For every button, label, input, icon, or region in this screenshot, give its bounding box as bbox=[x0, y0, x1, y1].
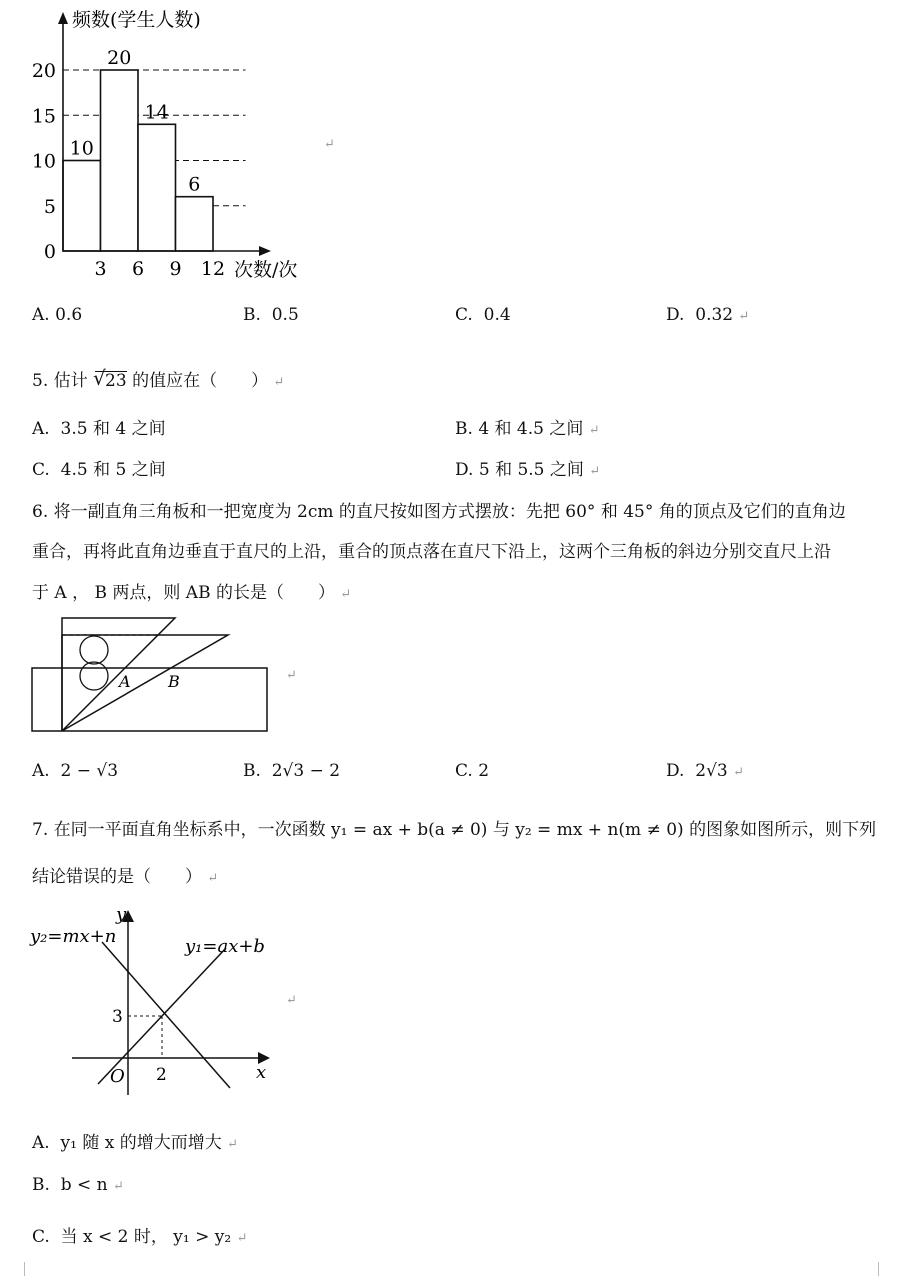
histogram-bar bbox=[176, 197, 214, 251]
ruler-triangles-figure bbox=[0, 610, 320, 740]
x-tick-label: 3 bbox=[94, 258, 107, 280]
x-axis-arrow bbox=[259, 246, 271, 256]
frequency-histogram bbox=[0, 0, 320, 290]
option-d[interactable]: D. 0.32 ↵ bbox=[666, 305, 750, 325]
ruler bbox=[32, 668, 267, 731]
q5-option-d[interactable]: D. 5 和 5.5 之间 ↵ bbox=[455, 460, 601, 480]
y2-label: y₂=mx+n bbox=[30, 926, 117, 947]
option-c[interactable]: C. 0.4 bbox=[455, 305, 511, 325]
y-axis-arrow bbox=[58, 12, 68, 24]
histogram-bar bbox=[138, 124, 176, 251]
crop-mark-left bbox=[10, 1262, 25, 1276]
x-axis-label: x bbox=[256, 1062, 267, 1083]
data-label: 14 bbox=[144, 101, 169, 124]
q6-option-c[interactable]: C. 2 bbox=[455, 761, 490, 781]
q5-option-b[interactable]: B. 4 和 4.5 之间 ↵ bbox=[455, 419, 600, 439]
linear-functions-figure bbox=[0, 900, 320, 1095]
question-6-line-3: 于 A ， B 两点，则 AB 的长是（ ） ↵ bbox=[32, 583, 352, 603]
point-b-label: B bbox=[168, 672, 180, 691]
q6-option-d[interactable]: D. 2√3 ↵ bbox=[666, 761, 745, 781]
x-mark-label: 2 bbox=[156, 1065, 167, 1085]
q5-option-c[interactable]: C. 4.5 和 5 之间 bbox=[32, 460, 166, 480]
hole-upper bbox=[80, 636, 108, 664]
y-tick-label: 0 bbox=[43, 241, 56, 263]
origin-label: O bbox=[110, 1066, 125, 1087]
option-a[interactable]: A. 0.6 bbox=[32, 305, 83, 325]
question-7-line-1: 7. 在同一平面直角坐标系中，一次函数 y₁ = ax + b(a ≠ 0) 与 y₂ = mx + n(m ≠ 0) 的图象如图所示，则下列 bbox=[32, 820, 877, 840]
question-7-line-2: 结论错误的是（ ） ↵ bbox=[32, 867, 219, 887]
y-mark-label: 3 bbox=[112, 1007, 123, 1027]
q7-option-a[interactable]: A. y₁ 随 x 的增大而增大 ↵ bbox=[32, 1133, 239, 1153]
point-a-label: A bbox=[119, 672, 131, 691]
x-tick-label: 12 bbox=[200, 258, 226, 280]
crop-mark-right bbox=[878, 1262, 893, 1276]
return-mark: ↵ bbox=[286, 668, 297, 683]
return-mark: ↵ bbox=[286, 993, 297, 1008]
q6-option-a[interactable]: A. 2 − √3 bbox=[32, 761, 119, 781]
q6-option-b[interactable]: B. 2√3 − 2 bbox=[243, 761, 341, 781]
return-mark: ↵ bbox=[324, 137, 335, 152]
y-tick-label: 15 bbox=[31, 105, 56, 128]
data-label: 6 bbox=[188, 173, 201, 196]
y-tick-label: 10 bbox=[31, 150, 56, 173]
x-tick-label: 9 bbox=[169, 258, 182, 280]
x-tick-label: 6 bbox=[131, 258, 145, 280]
y1-label: y₁=ax+b bbox=[185, 936, 265, 957]
q7-option-b[interactable]: B. b < n ↵ bbox=[32, 1175, 124, 1195]
y-axis-title: 频数(学生人数) bbox=[72, 9, 201, 31]
y-axis-label: y bbox=[116, 904, 127, 925]
q7-option-c[interactable]: C. 当 x < 2 时， y₁ > y₂ ↵ bbox=[32, 1227, 248, 1247]
histogram-bar bbox=[63, 161, 101, 252]
data-label: 20 bbox=[107, 47, 132, 69]
q5-option-a[interactable]: A. 3.5 和 4 之间 bbox=[32, 419, 166, 439]
histogram-bar bbox=[101, 70, 139, 251]
x-axis-title: 次数/次 bbox=[234, 259, 298, 281]
hole-lower bbox=[80, 662, 108, 690]
data-label: 10 bbox=[69, 137, 94, 160]
y-tick-label: 5 bbox=[43, 195, 56, 218]
question-6-line-2: 重合，再将此直角边垂直于直尺的上沿，重合的顶点落在直尺下沿上，这两个三角板的斜边分别交直尺上沿 bbox=[32, 542, 831, 562]
option-b[interactable]: B. 0.5 bbox=[243, 305, 299, 325]
question-5-stem: 5. 估计 √ 23 的值应在（ ） ↵ bbox=[32, 366, 285, 391]
question-6-line-1: 6. 将一副直角三角板和一把宽度为 2cm 的直尺按如图方式摆放：先把 60° 和 45° 角的顶点及它们的直角边 bbox=[32, 502, 846, 522]
triangle-45 bbox=[62, 635, 228, 731]
y-tick-label: 20 bbox=[31, 60, 56, 82]
